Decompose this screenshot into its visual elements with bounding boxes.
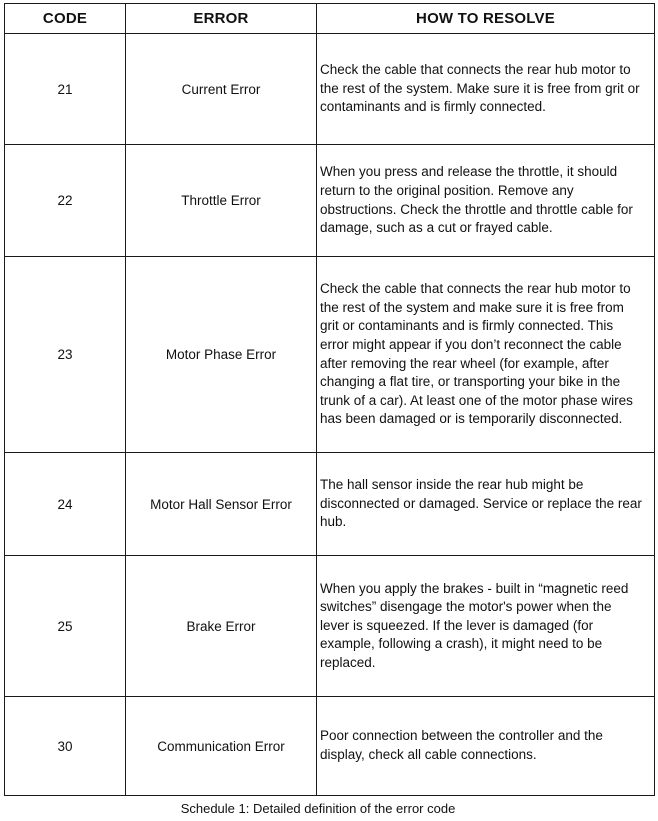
header-error: ERROR bbox=[126, 4, 317, 34]
resolution-cell: When you press and release the throttle, it should return to the original position. Remove any obstructions. Check the throttle and throttle cable for damage, such as a cut or frayed cable. bbox=[317, 145, 655, 257]
error-name-cell: Throttle Error bbox=[126, 145, 317, 257]
table-row bbox=[5, 145, 655, 257]
table-row bbox=[5, 697, 655, 796]
error-name-cell: Motor Phase Error bbox=[126, 257, 317, 453]
error-name-cell: Communication Error bbox=[126, 697, 317, 796]
resolution-cell: When you apply the brakes - built in “magnetic reed switches” disengage the motor's power when the lever is squeezed. If the lever is damaged (for example, following a crash), it might need to be replaced. bbox=[317, 556, 655, 697]
header-how-to-resolve: HOW TO RESOLVE bbox=[317, 4, 655, 34]
table-caption: Schedule 1: Detailed definition of the error code bbox=[180, 801, 456, 816]
resolution-cell: Check the cable that connects the rear hub motor to the rest of the system and make sure it is free from grit or contaminants and is firmly connected. This error might appear if you don’t reconnect the cable after removing the rear wheel (for example, after changing a flat tire, or transporting your bike in the trunk of a car). At least one of the motor phase wires has been damaged or is temporarily disconnected. bbox=[317, 257, 655, 453]
error-code-cell: 22 bbox=[5, 145, 126, 257]
error-code-cell: 23 bbox=[5, 257, 126, 453]
error-code-cell: 21 bbox=[5, 34, 126, 145]
error-code-cell: 25 bbox=[5, 556, 126, 697]
error-code-cell: 30 bbox=[5, 697, 126, 796]
error-code-table bbox=[4, 3, 655, 796]
header-row bbox=[5, 4, 655, 34]
error-name-cell: Current Error bbox=[126, 34, 317, 145]
table-row bbox=[5, 453, 655, 556]
header-code: CODE bbox=[5, 4, 126, 34]
error-name-cell: Brake Error bbox=[126, 556, 317, 697]
table-row bbox=[5, 34, 655, 145]
resolution-cell: Check the cable that connects the rear hub motor to the rest of the system. Make sure it is free from grit or contaminants and is firmly connected. bbox=[317, 34, 655, 145]
resolution-cell: The hall sensor inside the rear hub might be disconnected or damaged. Service or replace the rear hub. bbox=[317, 453, 655, 556]
error-name-cell: Motor Hall Sensor Error bbox=[126, 453, 317, 556]
resolution-cell: Poor connection between the controller and the display, check all cable connections. bbox=[317, 697, 655, 796]
table-row bbox=[5, 556, 655, 697]
error-code-cell: 24 bbox=[5, 453, 126, 556]
table-row bbox=[5, 257, 655, 453]
